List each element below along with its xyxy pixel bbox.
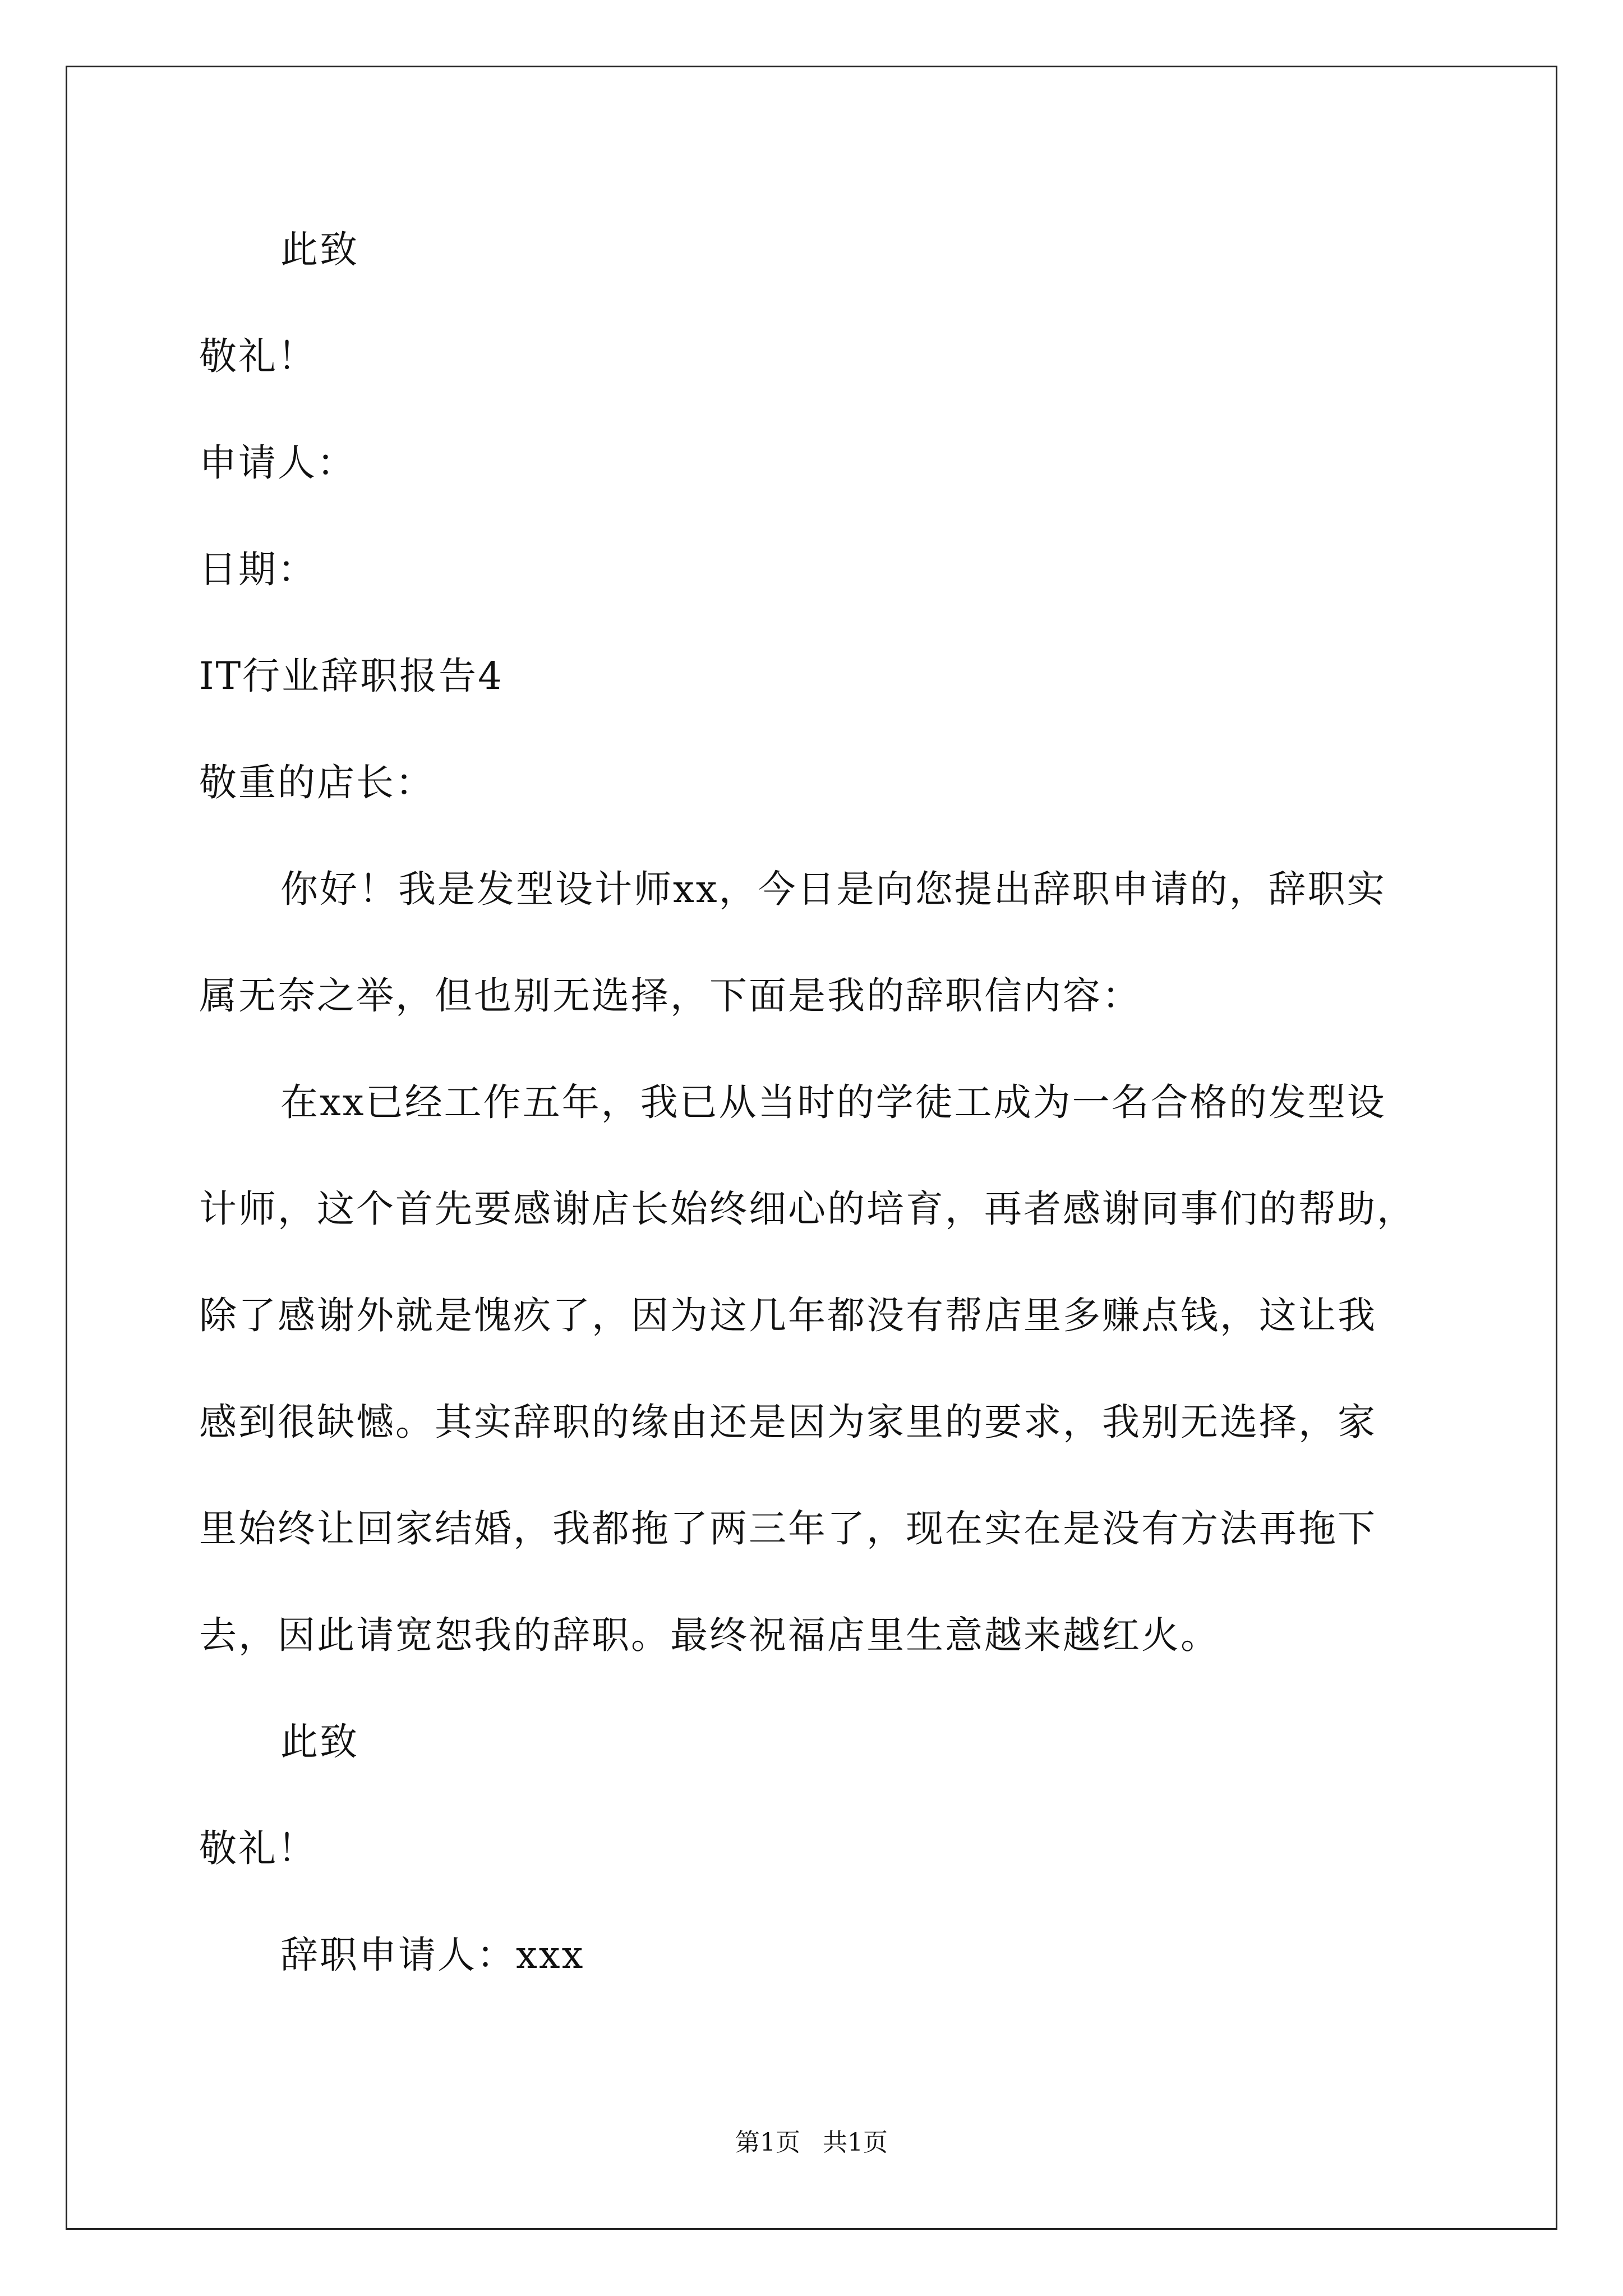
closing-salutation: 此致 xyxy=(280,228,359,272)
paragraph-line: 感到很缺憾。其实辞职的缘由还是因为家里的要求，我别无选择，家 xyxy=(199,1400,1377,1444)
letter-greeting: 敬重的店长： xyxy=(199,761,435,804)
page-number: 第1页 xyxy=(735,2128,800,2157)
page-footer xyxy=(0,2126,1623,2160)
paragraph-line: 去，因此请宽恕我的辞职。最终祝福店里生意越来越红火。 xyxy=(199,1613,1220,1657)
paragraph-line: 属无奈之举，但也别无选择，下面是我的辞职信内容： xyxy=(199,974,1141,1018)
paragraph-line: 在xx已经工作五年，我已从当时的学徒工成为一名合格的发型设 xyxy=(280,1080,1386,1124)
applicant-label: 申请人： xyxy=(199,441,356,485)
paragraph-line: 除了感谢外就是愧疚了，因为这几年都没有帮店里多赚点钱，这让我 xyxy=(199,1294,1377,1337)
paragraph-line: 计师，这个首先要感谢店长始终细心的培育，再者感谢同事们的帮助， xyxy=(199,1187,1416,1231)
paragraph-line: 你好！我是发型设计师xx，今日是向您提出辞职申请的，辞职实 xyxy=(280,867,1386,911)
page-total: 共1页 xyxy=(823,2128,888,2157)
section-title: IT行业辞职报告4 xyxy=(199,654,504,698)
date-label: 日期： xyxy=(199,547,317,591)
paragraph-line: 里始终让回家结婚，我都拖了两三年了，现在实在是没有方法再拖下 xyxy=(199,1507,1377,1550)
signature-line: 辞职申请人：xxx xyxy=(280,1933,585,1977)
closing-salutation: 此致 xyxy=(280,1720,359,1764)
page-border xyxy=(66,66,1557,2230)
closing-regards: 敬礼！ xyxy=(199,1826,317,1870)
closing-regards: 敬礼！ xyxy=(199,334,317,378)
